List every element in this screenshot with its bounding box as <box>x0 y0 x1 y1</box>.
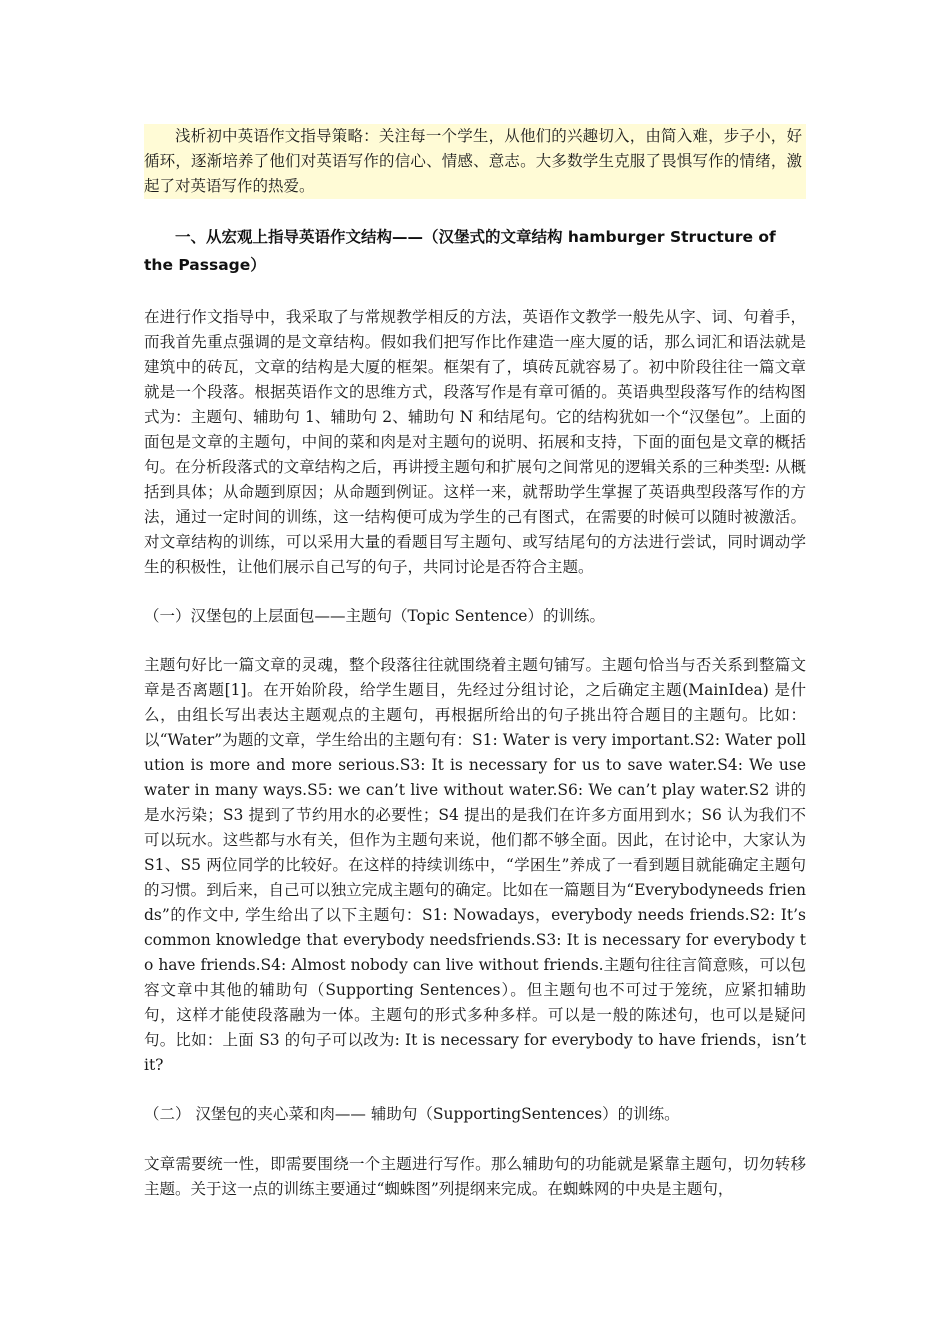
subsection-body-topic-sentence: 主题句好比一篇文章的灵魂，整个段落往往就围绕着主题句铺写。主题句恰当与否关系到整篇文章是否离题[1]。在开始阶段，给学生题目，先经过分组讨论，之后确定主题(MainIdea) 是什么，由组长写出表达主题观点的主题句，再根据所给出的句子挑出符合题目的主题句。比如：以“Water”为题的文章，学生给出的主题句有：S1: Water is very important.S2: Water pollution is more and more serious.S3: It is necessary for us to save water.S4: We use water in many ways.S5: we can’t live without water.S6: We can’t play water.S2 讲的是水污染；S3 提到了节约用水的必要性；S4 提出的是我们在许多方面用到水；S6 认为我们不可以玩水。这些都与水有关，但作为主题句来说，他们都不够全面。因此，在讨论中，大家认为 S1、S5 两位同学的比较好。在这样的持续训练中，“学困生”养成了一看到题目就能确定主题句的习惯。到后来，自己可以独立完成主题句的确定。比如在一篇题目为“Everybodyneeds friends”的作文中, 学生给出了以下主题句：S1: Nowadays，everybody needs friends.S2: It’s common knowledge that everybody needsfriends.S3: It is necessary for everybody to have friends.S4: Almost nobody can live without friends.主题句往往言简意赅，可以包容文章中其他的辅助句（Supporting Sentences）。但主题句也不可过于笼统，应紧扣辅助句，这样才能使段落融为一体。主题句的形式多种多样。可以是一般的陈述句，也可以是疑问句。比如：上面 S3 的句子可以改为: It is necessary for everybody to have friends，isn’t it? <box>144 656 806 1074</box>
section-body-paragraph: 在进行作文指导中，我采取了与常规教学相反的方法，英语作文教学一般先从字、词、句着手，而我首先重点强调的是文章结构。假如我们把写作比作建造一座大厦的话，那么词汇和语法就是建筑中的砖瓦，文章的结构是大厦的框架。框架有了，填砖瓦就容易了。初中阶段往往一篇文章就是一个段落。根据英语作文的思维方式，段落写作是有章可循的。英语典型段落写作的结构图式为：主题句、辅助句 1、辅助句 2、辅助句 N 和结尾句。它的结构犹如一个“汉堡包”。上面的面包是文章的主题句，中间的菜和肉是对主题句的说明、拓展和支持，下面的面包是文章的概括句。在分析段落式的文章结构之后，再讲授主题句和扩展句之间常见的逻辑关系的三种类型: 从概括到具体；从命题到原因；从命题到例证。这样一来，就帮助学生掌握了英语典型段落写作的方法，通过一定时间的训练，这一结构便可成为学生的己有图式，在需要的时候可以随时被激活。对文章结构的训练，可以采用大量的看题目写主题句、或写结尾句的方法进行尝试，同时调动学生的积极性，让他们展示自己写的句子，共同讨论是否符合主题。 <box>144 308 806 576</box>
subsection-title-supporting-sentences: （二） 汉堡包的夹心菜和肉—— 辅助句（SupportingSentences）的训练。 <box>144 1105 680 1123</box>
intro-paragraph: 浅析初中英语作文指导策略：关注每一个学生，从他们的兴趣切入，由简入难，步子小，好循环，逐渐培养了他们对英语写作的信心、情感、意志。大多数学生克服了畏惧写作的情绪，激起了对英语写作的热爱。 <box>144 124 806 199</box>
document-page <box>144 124 806 1202</box>
subsection-body-supporting-sentences: 文章需要统一性，即需要围绕一个主题进行写作。那么辅助句的功能就是紧靠主题句，切勿转移主题。关于这一点的训练主要通过“蜘蛛图”列提纲来完成。在蜘蛛网的中央是主题句， <box>144 1155 806 1198</box>
section-heading: 一、从宏观上指导英语作文结构——（汉堡式的文章结构 hamburger Structure of the Passage） <box>144 228 776 274</box>
subsection-title-topic-sentence: （一）汉堡包的上层面包——主题句（Topic Sentence）的训练。 <box>144 607 605 625</box>
